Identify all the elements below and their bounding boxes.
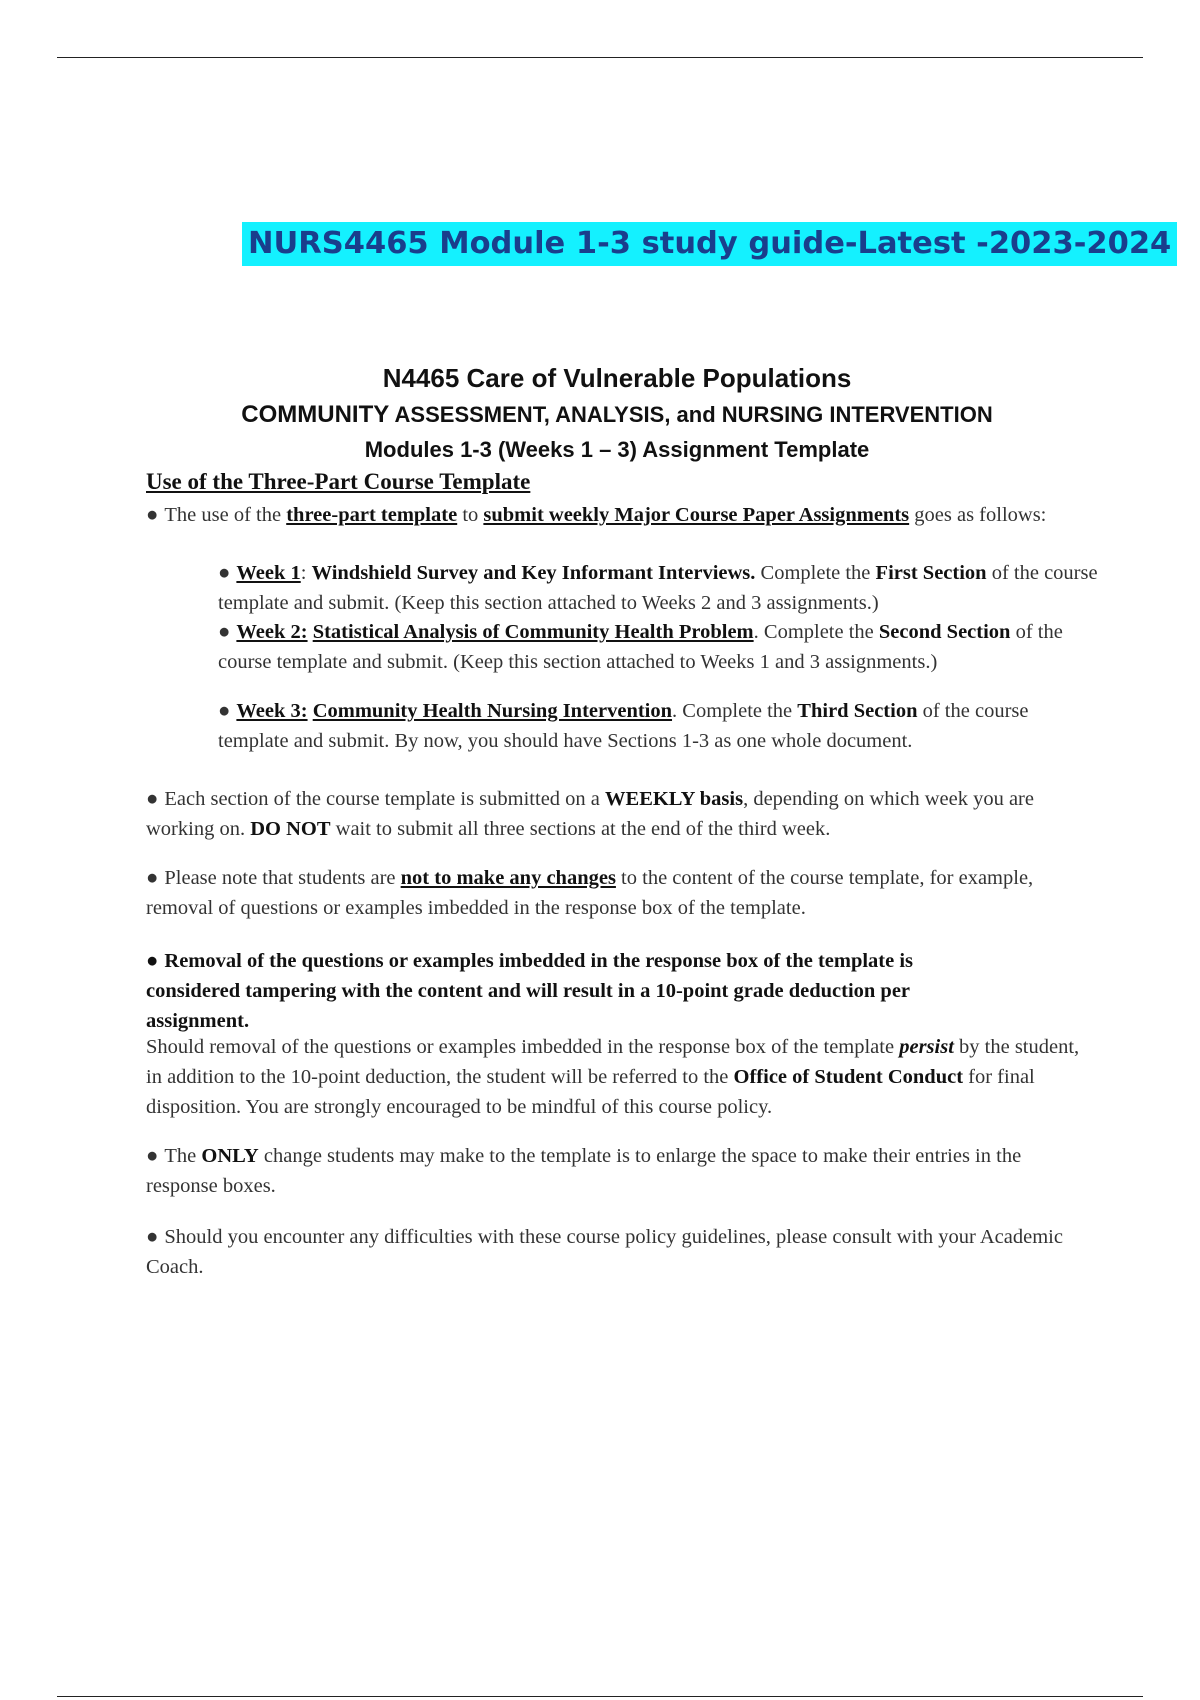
bullet-icon: ●	[146, 950, 159, 972]
persist-policy-paragraph: Should removal of the questions or examples imbedded in the response box of the template persist by the student, in addition to the 10-point deduction, the student will be referred to the Office of Student Conduct for final disposition. You are strongly encouraged to be mindful of this course policy.	[146, 1036, 1080, 1118]
week-3-topic: Community Health Nursing Intervention	[312, 700, 673, 722]
bullet-icon: ●	[146, 1145, 159, 1167]
week-1-topic: Windshield Survey and Key Informant Interviews.	[311, 562, 756, 584]
bullet-icon: ●	[146, 1226, 159, 1248]
week-3-label: Week 3:	[236, 700, 308, 722]
week-1-item: ● Week 1: Windshield Survey and Key Informant Interviews. Complete the First Section of the course template and submit. (Keep this section attached to Weeks 2 and 3 assignments.)	[218, 562, 1098, 614]
three-part-template-emphasis: three-part template	[286, 504, 458, 526]
bottom-rule	[57, 1696, 1143, 1697]
assignment-subtitle	[0, 401, 1200, 429]
bullet-icon: ●	[146, 867, 159, 889]
section-title: Use of the Three-Part Course Template	[146, 469, 531, 494]
only-change-paragraph: ● The ONLY change students may make to the template is to enlarge the space to make their entries in the response boxes.	[146, 1145, 1022, 1197]
week-3-item: ● Week 3: Community Health Nursing Intervention. Complete the Third Section of the course template and submit. By now, you should have Sections 1-3 as one whole document.	[218, 700, 1029, 752]
bullet-icon: ●	[218, 562, 231, 584]
tampering-warning-paragraph: ● Removal of the questions or examples imbedded in the response box of the template is considered tampering with the content and will result in a 10-point grade deduction per assignment.	[146, 950, 914, 1032]
intro-paragraph: ● The use of the three-part template to submit weekly Major Course Paper Assignments goes as follows:	[146, 504, 1047, 526]
bullet-icon: ●	[146, 788, 159, 810]
academic-coach-paragraph: ● Should you encounter any difficulties with these course policy guidelines, please consult with your Academic Coach.	[146, 1226, 1063, 1278]
week-2-topic: Statistical Analysis of Community Health Problem	[312, 621, 754, 643]
week-3-section: Third Section	[797, 700, 918, 722]
week-2-item: ● Week 2: Statistical Analysis of Community Health Problem. Complete the Second Section of the course template and submit. (Keep this section attached to Weeks 1 and 3 assignments.)	[218, 621, 1063, 673]
weekly-basis-paragraph: ● Each section of the course template is submitted on a WEEKLY basis, depending on which week you are working on. DO NOT wait to submit all three sections at the end of the third week.	[146, 788, 1034, 840]
course-title: N4465 Care of Vulnerable Populations	[382, 363, 852, 393]
document-banner-title: NURS4465 Module 1-3 study guide-Latest -2023-2024	[242, 222, 1177, 266]
subtitle-lead: COMMUNITY	[241, 401, 390, 428]
template-line: Modules 1-3 (Weeks 1 – 3) Assignment Template	[364, 437, 870, 462]
bullet-icon: ●	[218, 700, 231, 722]
no-changes-paragraph: ● Please note that students are not to make any changes to the content of the course template, for example, removal of questions or examples imbedded in the response box of the template.	[146, 867, 1034, 919]
submit-weekly-emphasis: submit weekly Major Course Paper Assignments	[483, 504, 910, 526]
week-1-label: Week 1	[236, 562, 301, 584]
week-2-section: Second Section	[878, 621, 1011, 643]
bullet-icon: ●	[146, 504, 159, 526]
week-2-label: Week 2:	[236, 621, 308, 643]
week-1-section: First Section	[875, 562, 987, 584]
bullet-icon: ●	[218, 621, 231, 643]
subtitle-rest: ASSESSMENT, ANALYSIS, and NURSING INTERVENTION	[389, 402, 993, 427]
top-rule	[57, 57, 1143, 58]
